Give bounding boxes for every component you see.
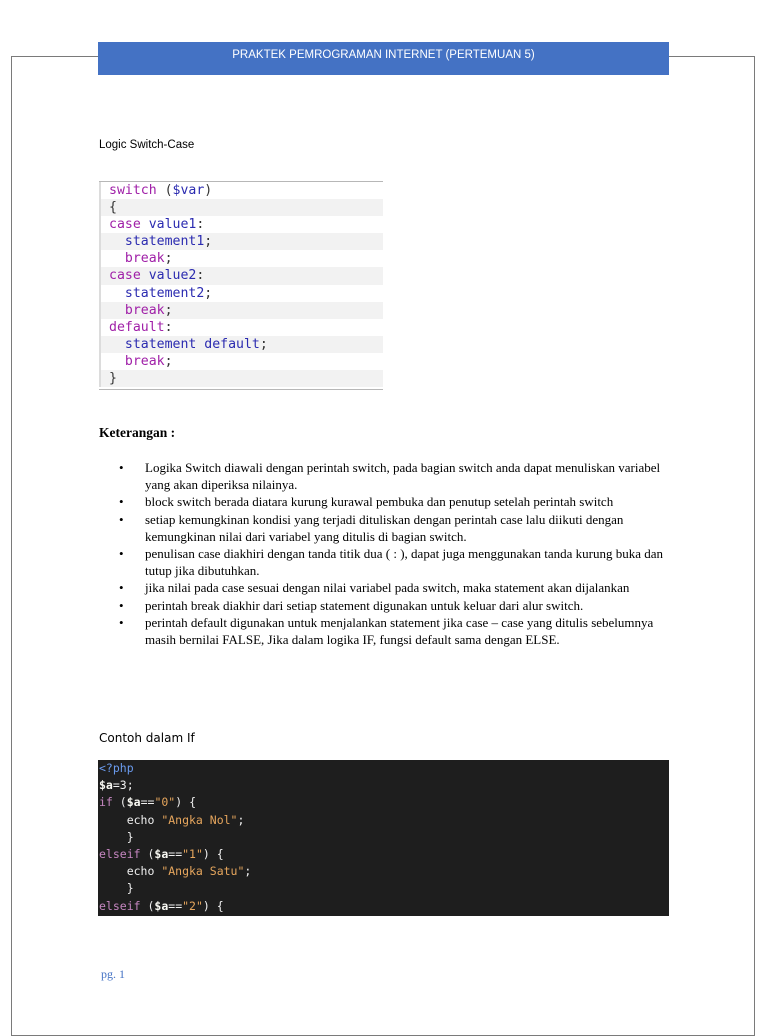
code-token: statement2	[109, 285, 205, 301]
code-line	[99, 319, 383, 336]
page-number: pg. 1	[101, 967, 125, 981]
code-line	[98, 863, 669, 880]
code-token: case	[109, 217, 149, 233]
header-title: PRAKTEK PEMROGRAMAN INTERNET (PERTEMUAN 5)	[232, 49, 535, 61]
code-token: )	[204, 183, 213, 198]
code-token: :	[164, 319, 173, 335]
code-line	[98, 846, 669, 863]
bullet-icon: •	[119, 597, 124, 613]
code-token: }	[99, 881, 134, 896]
code-token: if	[99, 795, 113, 810]
code-token: (	[140, 898, 155, 913]
list-item	[119, 545, 674, 579]
code-line	[99, 267, 383, 284]
list-item-text: jika nilai pada case sesuai dengan nilai variabel pada switch, maka statement akan dijalankan	[145, 580, 630, 596]
bullet-icon: •	[119, 460, 124, 475]
code-token: ;	[259, 336, 268, 352]
list-item	[119, 614, 674, 648]
document-header	[98, 42, 669, 75]
code-token: switch	[109, 183, 165, 198]
code-token: $a	[126, 795, 141, 810]
code-token: ;	[204, 234, 213, 250]
code-line	[98, 898, 669, 915]
code-line	[99, 285, 383, 302]
code-token: value2	[148, 268, 197, 284]
code-line	[98, 760, 669, 777]
code-token: "1"	[182, 846, 203, 861]
code-token: ) {	[202, 846, 224, 861]
code-token: {	[109, 200, 117, 216]
code-token: $a	[154, 898, 169, 913]
code-line	[98, 829, 669, 846]
code-line	[99, 353, 383, 370]
code-line	[99, 250, 383, 267]
code-token: ==	[140, 795, 155, 810]
list-item-text: Logika Switch diawali dengan perintah switch, pada bagian switch anda dapat menuliskan variabel yang akan diperiksa nilainya.	[145, 460, 661, 493]
code-token: $var	[172, 183, 205, 198]
code-line	[99, 370, 383, 387]
code-token: statement1	[109, 234, 205, 250]
code-token: (	[112, 795, 127, 810]
list-item	[119, 459, 674, 493]
code-token: "Angka Satu"	[161, 864, 245, 879]
section-title: Logic Switch-Case	[99, 139, 195, 151]
list-item-text: block switch berada diatara kurung kurawal pembuka dan penutup setelah perintah switch	[145, 494, 614, 510]
code-line	[98, 812, 669, 829]
php-if-code-block	[98, 760, 669, 916]
contoh-heading: Contoh dalam If	[99, 731, 195, 745]
code-line	[99, 233, 383, 250]
code-line	[98, 777, 669, 794]
explanation-list	[119, 459, 674, 648]
code-token: ;	[164, 353, 173, 369]
code-token: ==	[168, 898, 183, 913]
code-token: ;	[204, 285, 213, 301]
code-line	[99, 216, 383, 233]
code-token: break	[109, 302, 165, 318]
code-line	[99, 302, 383, 319]
code-token: "0"	[154, 795, 176, 810]
code-token: :	[196, 268, 205, 284]
list-item	[119, 511, 674, 545]
code-token: (	[140, 846, 155, 861]
code-token: ;	[164, 251, 173, 267]
bullet-icon: •	[119, 494, 124, 510]
list-item-text: penulisan case diakhiri dengan tanda titik dua ( : ), dapat juga menggunakan tanda kurung buka dan tutup jika dibutuhkan.	[145, 546, 664, 579]
code-token: ) {	[175, 795, 196, 810]
list-item	[119, 597, 674, 614]
list-item	[119, 579, 674, 596]
code-token: =3;	[112, 778, 134, 793]
code-line	[98, 880, 669, 897]
code-token: $a	[99, 778, 113, 793]
code-token: ;	[237, 812, 245, 827]
code-token: }	[109, 371, 117, 387]
bullet-icon: •	[119, 546, 124, 562]
list-item-text: perintah default digunakan untuk menjalankan statement jika case – case yang ditulis sebelumnya masih bernilai FALSE, Jika dalam logika IF, fungsi default sama dengan ELSE.	[145, 614, 654, 648]
list-item-text: perintah break diakhir dari setiap statement digunakan untuk keluar dari alur switch.	[145, 597, 584, 613]
code-token: default	[109, 319, 165, 335]
list-item-text: setiap kemungkinan kondisi yang terjadi dituliskan dengan perintah case lalu diikuti dengan kemungkinan nilai dari variabel yang ditulis di bagian switch.	[145, 511, 624, 544]
code-token: :	[196, 217, 205, 233]
bullet-icon: •	[119, 580, 124, 596]
code-token: elseif	[99, 898, 141, 913]
code-token: ) {	[202, 898, 224, 913]
code-token: case	[109, 268, 149, 284]
code-token: elseif	[99, 846, 141, 861]
code-token: ;	[244, 864, 252, 879]
code-token: echo	[99, 812, 162, 827]
code-token: break	[109, 251, 165, 267]
switch-syntax-code-block	[99, 181, 383, 390]
code-line	[99, 336, 383, 353]
code-token: echo	[99, 864, 162, 879]
code-token: statement default	[109, 336, 260, 352]
code-token: }	[99, 829, 134, 844]
code-token: ==	[168, 846, 183, 861]
code-token: "2"	[182, 898, 203, 913]
code-token: "Angka Nol"	[161, 812, 238, 827]
code-token: ;	[164, 302, 173, 318]
bullet-icon: •	[119, 614, 124, 630]
code-token: <?php	[99, 761, 134, 775]
list-item	[119, 493, 674, 510]
code-token: break	[109, 353, 165, 369]
code-line	[99, 199, 383, 216]
code-line	[99, 182, 383, 199]
keterangan-heading: Keterangan :	[99, 425, 176, 440]
bullet-icon: •	[119, 511, 124, 527]
code-token: (	[164, 183, 173, 198]
code-line	[98, 794, 669, 811]
code-token: value1	[148, 217, 197, 233]
code-token: $a	[154, 846, 169, 861]
